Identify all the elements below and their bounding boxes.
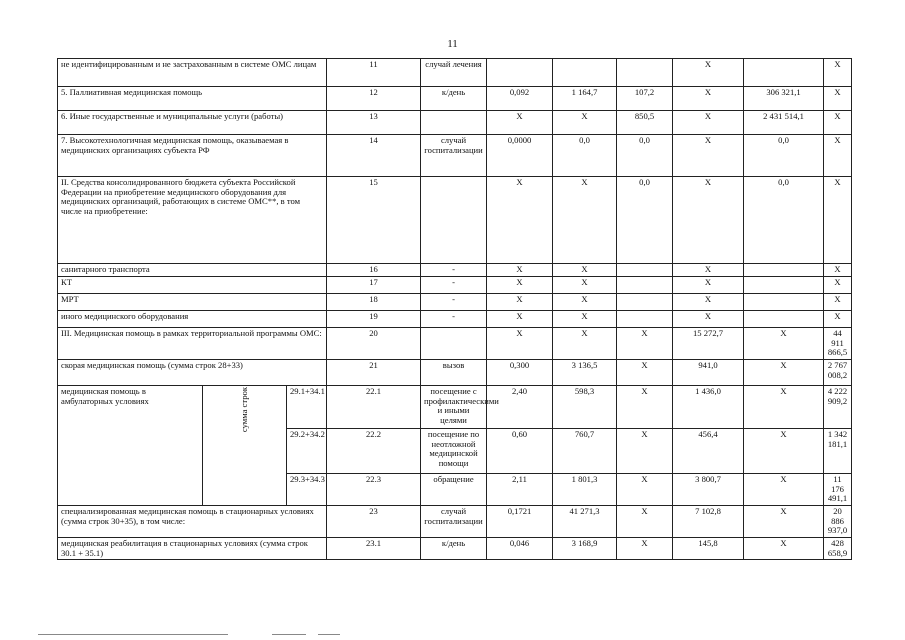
value-cell: X	[487, 264, 553, 277]
value-cell: 3 136,5	[553, 360, 617, 386]
sum-formula-cell: 29.2+34.2	[287, 429, 327, 474]
value-cell: X	[617, 505, 673, 537]
value-cell: 0,0	[553, 135, 617, 177]
value-cell: X	[673, 87, 744, 111]
value-cell: X	[617, 474, 673, 506]
table-row	[58, 59, 852, 87]
value-cell: 3 168,9	[553, 537, 617, 559]
value-cell: 0,046	[487, 537, 553, 559]
row-name-cell: 6. Иные государственные и муниципальные услуги (работы)	[58, 111, 327, 135]
row-unit-cell: к/день	[421, 537, 487, 559]
row-unit-cell: случай госпитализации	[421, 135, 487, 177]
row-name-cell: санитарного транспорта	[58, 264, 327, 277]
value-cell: 1 801,3	[553, 474, 617, 506]
row-code-cell: 11	[327, 59, 421, 87]
value-cell: 0,0	[744, 135, 824, 177]
table-row	[58, 177, 852, 264]
value-cell: X	[553, 277, 617, 294]
value-cell	[617, 264, 673, 277]
table-row	[58, 264, 852, 277]
value-cell: 15 272,7	[673, 328, 744, 360]
value-cell: X	[487, 294, 553, 311]
value-cell: 145,8	[673, 537, 744, 559]
value-cell: 4 222 909,2	[824, 386, 852, 429]
table-row	[58, 294, 852, 311]
value-cell: X	[744, 386, 824, 429]
value-cell: X	[553, 177, 617, 264]
row-unit-cell: вызов	[421, 360, 487, 386]
row-code-cell: 15	[327, 177, 421, 264]
value-cell: 7 102,8	[673, 505, 744, 537]
value-cell: 1 436,0	[673, 386, 744, 429]
table-row	[58, 360, 852, 386]
value-cell: 0,0000	[487, 135, 553, 177]
value-cell: X	[673, 311, 744, 328]
value-cell: 850,5	[617, 111, 673, 135]
row-code-cell: 13	[327, 111, 421, 135]
table-row	[58, 505, 852, 537]
row-unit-cell: посещение с профилактическими и иными целями	[421, 386, 487, 429]
value-cell: X	[824, 264, 852, 277]
value-cell: X	[487, 328, 553, 360]
value-cell: X	[487, 311, 553, 328]
value-cell: 11 176 491,1	[824, 474, 852, 506]
row-code-cell: 17	[327, 277, 421, 294]
row-unit-cell: -	[421, 277, 487, 294]
value-cell	[744, 277, 824, 294]
value-cell	[744, 59, 824, 87]
value-cell	[617, 294, 673, 311]
value-cell: 306 321,1	[744, 87, 824, 111]
table-row	[58, 537, 852, 559]
value-cell: X	[824, 311, 852, 328]
value-cell: X	[673, 277, 744, 294]
row-name-cell: КТ	[58, 277, 327, 294]
value-cell	[553, 59, 617, 87]
row-unit-cell: -	[421, 264, 487, 277]
row-name-cell: специализированная медицинская помощь в стационарных условиях (сумма строк 30+35), в том числе:	[58, 505, 327, 537]
value-cell: 941,0	[673, 360, 744, 386]
table-row	[58, 277, 852, 294]
value-cell: X	[744, 429, 824, 474]
value-cell: 44 911 866,5	[824, 328, 852, 360]
value-cell: X	[744, 360, 824, 386]
value-cell: 3 800,7	[673, 474, 744, 506]
value-cell: 428 658,9	[824, 537, 852, 559]
value-cell: X	[824, 135, 852, 177]
value-cell: X	[673, 135, 744, 177]
footer-scan-lines	[0, 628, 905, 640]
row-name-cell: 7. Высокотехнологичная медицинская помощь, оказываемая в медицинских организациях субъекта РФ	[58, 135, 327, 177]
value-cell: 0,60	[487, 429, 553, 474]
row-name-cell: иного медицинского оборудования	[58, 311, 327, 328]
row-name-cell: скорая медицинская помощь (сумма строк 28+33)	[58, 360, 327, 386]
vertical-label-text: сумма строк	[238, 387, 249, 433]
value-cell: 2,40	[487, 386, 553, 429]
value-cell	[744, 311, 824, 328]
value-cell: X	[824, 294, 852, 311]
value-cell: X	[487, 111, 553, 135]
value-cell: 1 164,7	[553, 87, 617, 111]
table-row	[58, 111, 852, 135]
value-cell: X	[744, 505, 824, 537]
row-unit-cell: посещение по неотложной медицинской помощи	[421, 429, 487, 474]
value-cell: X	[617, 328, 673, 360]
value-cell: X	[553, 264, 617, 277]
row-unit-cell: к/день	[421, 87, 487, 111]
row-code-cell: 14	[327, 135, 421, 177]
row-name-cell: МРТ	[58, 294, 327, 311]
value-cell: X	[617, 537, 673, 559]
row-code-cell: 19	[327, 311, 421, 328]
value-cell: X	[824, 111, 852, 135]
value-cell: 1 342 181,1	[824, 429, 852, 474]
table-row	[58, 386, 852, 429]
sum-formula-cell: 29.1+34.1	[287, 386, 327, 429]
value-cell: X	[744, 328, 824, 360]
row-unit-cell: -	[421, 311, 487, 328]
row-code-cell: 22.2	[327, 429, 421, 474]
value-cell: X	[824, 87, 852, 111]
value-cell: X	[553, 311, 617, 328]
sum-rows-vertical-label	[203, 386, 287, 506]
row-unit-cell: обращение	[421, 474, 487, 506]
value-cell: 41 271,3	[553, 505, 617, 537]
value-cell: X	[617, 386, 673, 429]
row-unit-cell: -	[421, 294, 487, 311]
row-name-cell: 5. Паллиативная медицинская помощь	[58, 87, 327, 111]
value-cell: X	[824, 59, 852, 87]
row-code-cell: 23.1	[327, 537, 421, 559]
row-code-cell: 12	[327, 87, 421, 111]
value-cell: X	[673, 177, 744, 264]
row-unit-cell: случай лечения	[421, 59, 487, 87]
value-cell: 20 886 937,0	[824, 505, 852, 537]
row-unit-cell: случай госпитализации	[421, 505, 487, 537]
row-code-cell: 18	[327, 294, 421, 311]
value-cell	[617, 277, 673, 294]
sum-formula-cell: 29.3+34.3	[287, 474, 327, 506]
value-cell: X	[553, 328, 617, 360]
table-row	[58, 135, 852, 177]
row-code-cell: 23	[327, 505, 421, 537]
value-cell: X	[673, 111, 744, 135]
value-cell: 0,092	[487, 87, 553, 111]
value-cell: X	[744, 537, 824, 559]
row-code-cell: 22.1	[327, 386, 421, 429]
value-cell: X	[487, 277, 553, 294]
row-name-cell: медицинская реабилитация в стационарных условиях (сумма строк 30.1 + 35.1)	[58, 537, 327, 559]
value-cell: 598,3	[553, 386, 617, 429]
funding-table	[57, 58, 852, 560]
row-code-cell: 16	[327, 264, 421, 277]
value-cell: X	[553, 294, 617, 311]
row-unit-cell	[421, 111, 487, 135]
table-row	[58, 87, 852, 111]
value-cell: 0,300	[487, 360, 553, 386]
value-cell: 760,7	[553, 429, 617, 474]
page-number: 11	[447, 38, 458, 50]
value-cell: 0,0	[617, 177, 673, 264]
row-name-cell: не идентифицированным и не застрахованным в системе ОМС лицам	[58, 59, 327, 87]
value-cell: X	[617, 429, 673, 474]
value-cell: X	[487, 177, 553, 264]
row-name-cell: III. Медицинская помощь в рамках территориальной программы ОМС:	[58, 328, 327, 360]
table-row	[58, 328, 852, 360]
value-cell: 2 767 008,2	[824, 360, 852, 386]
value-cell: X	[617, 360, 673, 386]
value-cell: X	[553, 111, 617, 135]
value-cell: X	[673, 59, 744, 87]
value-cell: 0,0	[744, 177, 824, 264]
value-cell	[744, 264, 824, 277]
value-cell: 456,4	[673, 429, 744, 474]
row-code-cell: 21	[327, 360, 421, 386]
row-code-cell: 20	[327, 328, 421, 360]
row-code-cell: 22.3	[327, 474, 421, 506]
value-cell	[617, 311, 673, 328]
value-cell	[617, 59, 673, 87]
row-unit-cell	[421, 328, 487, 360]
value-cell: 2 431 514,1	[744, 111, 824, 135]
value-cell	[744, 294, 824, 311]
value-cell	[487, 59, 553, 87]
value-cell: X	[824, 177, 852, 264]
value-cell: 0,0	[617, 135, 673, 177]
value-cell: 107,2	[617, 87, 673, 111]
value-cell: X	[824, 277, 852, 294]
value-cell: 0,1721	[487, 505, 553, 537]
value-cell: X	[673, 264, 744, 277]
value-cell: X	[744, 474, 824, 506]
ambulatory-name-cell: медицинская помощь в амбулаторных условиях	[58, 386, 203, 506]
row-name-cell: II. Средства консолидированного бюджета субъекта Российской Федерации на приобретение медицинского оборудования для медицинских организаций, работающих в системе ОМС**, в том числе на приобретение:	[58, 177, 327, 264]
row-unit-cell	[421, 177, 487, 264]
table-row	[58, 311, 852, 328]
value-cell: X	[673, 294, 744, 311]
value-cell: 2,11	[487, 474, 553, 506]
